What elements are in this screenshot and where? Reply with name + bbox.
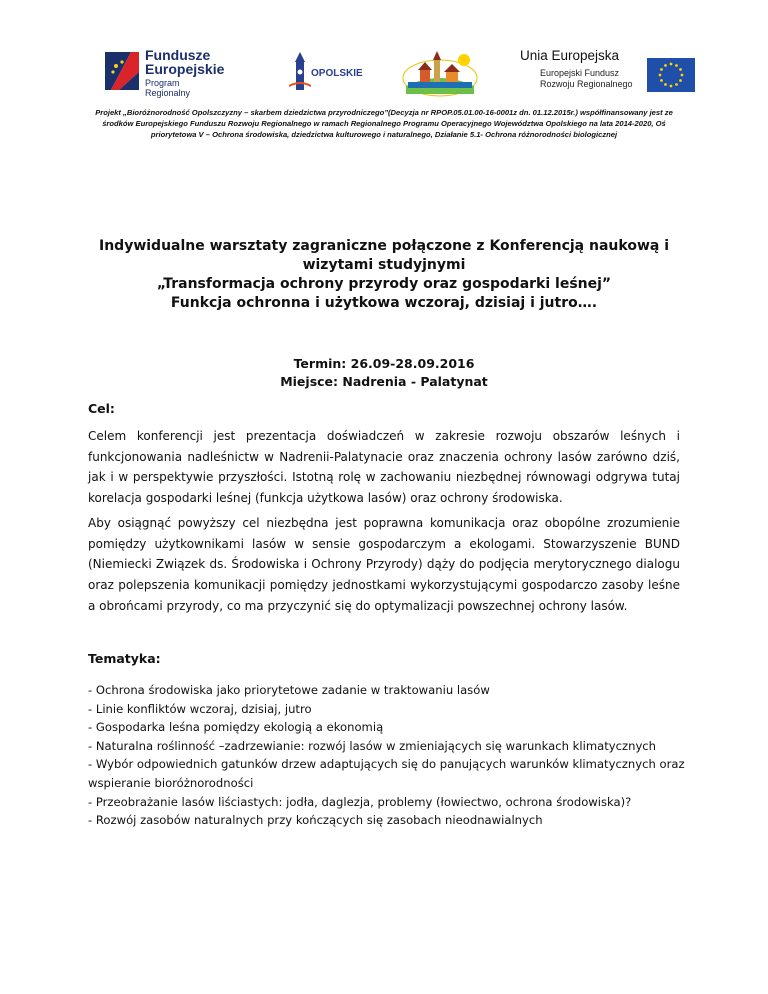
village-logo	[400, 48, 480, 100]
list-item: - Przeobrażanie lasów liściastych: jodła, daglezja, problemy (łowiectwo, ochrona środowiska)?	[88, 794, 632, 809]
title-line-3: Funkcja ochronna i użytkowa wczoraj, dzisiaj i jutro….	[170, 295, 598, 311]
eu-title: Unia Europejska	[520, 48, 620, 63]
title-line-2: „Transformacja ochrony przyrody oraz gospodarki leśnej”	[156, 276, 612, 292]
list-item: - Linie konfliktów wczoraj, dzisiaj, jutro	[88, 701, 312, 716]
fundusze-europejskie-logo	[105, 47, 225, 98]
eu-sub1: Europejski Fundusz	[540, 68, 620, 78]
tower-icon	[289, 52, 311, 92]
list-item: - Rozwój zasobów naturalnych przy kończących się zasobach nieodnawialnych	[88, 813, 543, 828]
title-line-1: Indywidualne warsztaty zagraniczne połączone z Konferencją naukową i wizytami studyjnymi	[99, 238, 669, 273]
cel-paragraph-1: Celem konferencji jest prezentacja doświadczeń w zakresie rozwoju obszarów leśnych i funkcjonowania nadleśnictw w Nadrenii-Palatynacie oraz znaczenia ochrony lasów zarówno dziś, jak i w perspektywie przyszłości. Istotną rolę w zachowaniu niezbędnej równowagi odgrywa tutaj korelacja gospodarki leśnej (funkcja użytkowa lasów) oraz ochrony środowiska.	[88, 429, 680, 506]
tematyka-heading: Tematyka:	[88, 651, 161, 666]
list-item: - Wybór odpowiednich gatunków drzew adaptujących się do panujących warunków klimatycznych oraz wspieranie bioróżnorodności	[88, 757, 685, 790]
fe-line1: Fundusze	[145, 47, 211, 63]
list-item: - Ochrona środowiska jako priorytetowe zadanie w traktowaniu lasów	[88, 683, 490, 697]
event-location: Miejsce: Nadrenia - Palatynat	[280, 374, 488, 389]
village-illustration-icon	[400, 48, 480, 100]
opolskie-text: OPOLSKIE	[311, 68, 363, 79]
topics-list	[88, 681, 688, 830]
list-item: - Naturalna roślinność –zadrzewianie: rozwój lasów w zmieniających się warunkach klimatycznych	[88, 738, 657, 753]
fe-line2: Europejskie	[145, 61, 225, 77]
list-item: - Gospodarka leśna pomiędzy ekologią a ekonomią	[88, 720, 384, 735]
project-info: Projekt „Bioróżnorodność Opolszczyzny – skarbem dziedzictwa przyrodniczego”(Decyzja nr RPOP.05.01.00-16-0001z dn. 01.12.2015r.) współfinansowany jest ze środków Europejskiego Funduszu Rozwoju Regionalnego w ramach Regionalnego Programu Operacyjnego Województwa Opolskiego na lata 2014-2020, Oś priorytetowa V – Ochrona środowiska, dziedzictwa kulturowego i naturalnego, Działanie 5.1- Ochrona różnorodności biologicznej	[95, 108, 673, 139]
eu-logo	[520, 48, 695, 98]
eu-sub2: Rozwoju Regionalnego	[540, 79, 633, 89]
opolskie-logo	[285, 50, 365, 98]
event-date: Termin: 26.09-28.09.2016	[293, 356, 475, 371]
fe-sub: Program Regionalny	[145, 78, 191, 98]
eu-flag-icon	[647, 58, 695, 92]
fe-flag-icon	[105, 52, 139, 90]
logo-bar	[0, 40, 768, 100]
document-title	[90, 237, 678, 313]
cel-paragraph-2: Aby osiągnąć powyższy cel niezbędna jest poprawna komunikacja oraz obopólne zrozumienie pomiędzy użytkownikami lasów w sensie gospodarczym a ekologami. Stowarzyszenie BUND (Niemiecki Związek ds. Środowiska i Ochrony Przyrody) dąży do podjęcia merytorycznego dialogu oraz polepszenia komunikacji pomiędzy jednostkami wykorzystującymi gospodarczo zasoby leśne a obrońcami przyrody, co ma przyczynić się do optymalizacji powszechnej ochrony lasów.	[88, 516, 680, 613]
cel-heading: Cel:	[88, 401, 115, 416]
event-details	[90, 355, 678, 391]
